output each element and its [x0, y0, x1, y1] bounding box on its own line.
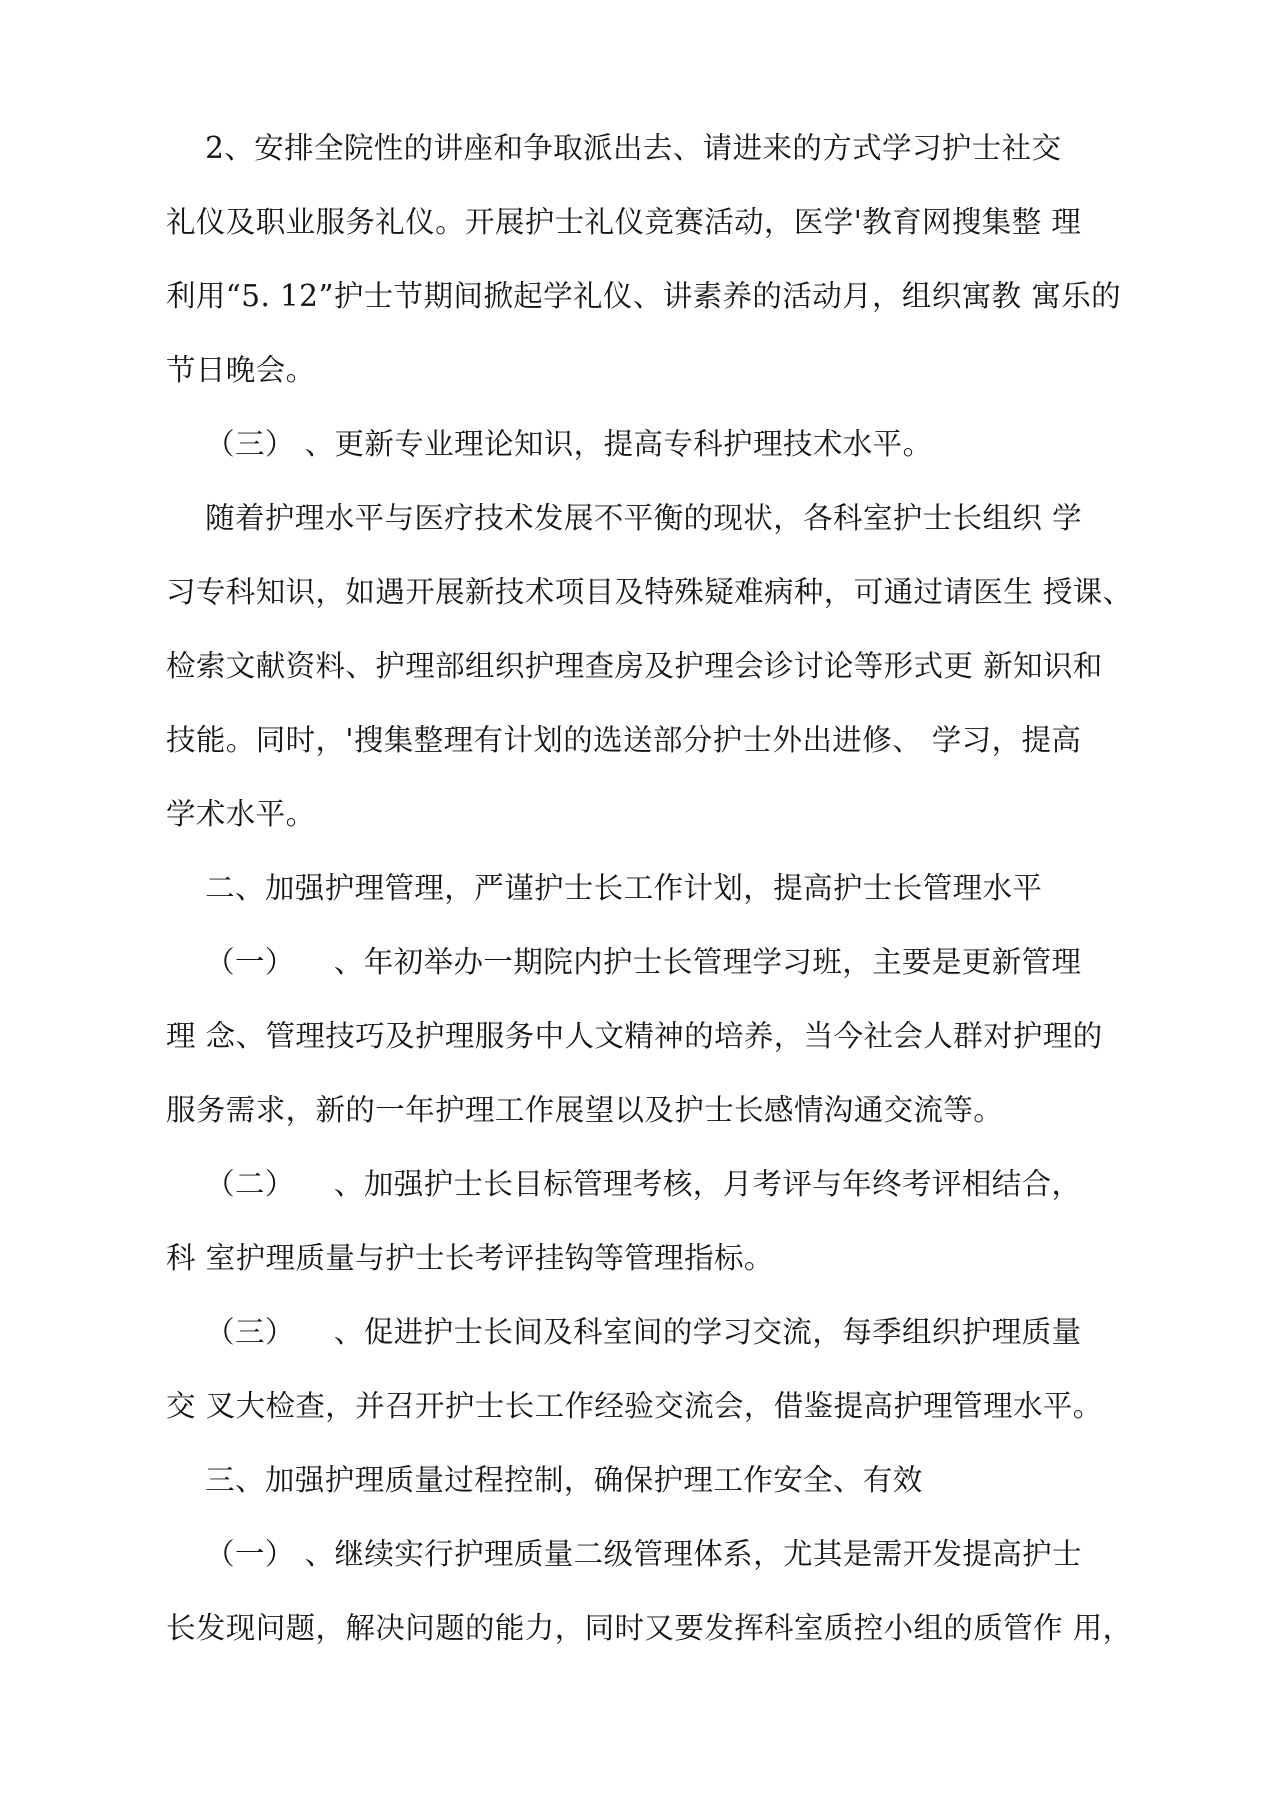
section-heading: （三） 、更新专业理论知识，提高专科护理技术水平。: [166, 427, 933, 461]
text-line: 长发现问题，解决问题的能力，同时又要发挥科室质控小组的质管作 用，: [166, 1611, 1133, 1645]
text-line: （三） 、促进护士长间及科室间的学习交流，每季组织护理质量: [166, 1315, 1082, 1349]
text-line: 随着护理水平与医疗技术发展不平衡的现状，各科室护士长组织 学: [166, 501, 1082, 535]
text-line: （二） 、加强护士长目标管理考核，月考评与年终考评相结合，: [166, 1167, 1082, 1201]
text-line: 检索文献资料、护理部组织护理查房及护理会诊讨论等形式更 新知识和: [166, 649, 1103, 683]
text-line: 科 室护理质量与护士长考评挂钩等管理指标。: [166, 1241, 774, 1275]
text-line: 学术水平。: [166, 797, 316, 831]
text-line: 交 叉大检查，并召开护士长工作经验交流会，借鉴提高护理管理水平。: [166, 1389, 1103, 1423]
text-line: 2、安排全院性的讲座和争取派出去、请进来的方式学习护士社交: [166, 131, 1062, 165]
text-line: 礼仪及职业服务礼仪。开展护士礼仪竞赛活动，医学'教育网搜集整 理: [166, 205, 1082, 239]
text-line: 利用“5. 12”护士节期间掀起学礼仪、讲素养的活动月，组织寓教 寓乐的: [166, 279, 1122, 313]
text-line: 技能。同时，'搜集整理有计划的选送部分护士外出进修、 学习，提高: [166, 723, 1082, 757]
text-line: 节日晚会。: [166, 353, 316, 387]
section-heading: 二、加强护理管理，严谨护士长工作计划，提高护士长管理水平: [166, 871, 1043, 905]
text-line: 服务需求，新的一年护理工作展望以及护士长感情沟通交流等。: [166, 1093, 1004, 1127]
text-line: 理 念、管理技巧及护理服务中人文精神的培养，当今社会人群对护理的: [166, 1019, 1103, 1053]
section-heading: 三、加强护理质量过程控制，确保护理工作安全、有效: [166, 1463, 923, 1497]
text-line: （一） 、继续实行护理质量二级管理体系，尤其是需开发提高护士: [166, 1537, 1082, 1571]
text-line: 习专科知识，如遇开展新技术项目及特殊疑难病种，可通过请医生 授课、: [166, 575, 1133, 609]
text-line: （一） 、年初举办一期院内护士长管理学习班，主要是更新管理: [166, 945, 1082, 979]
